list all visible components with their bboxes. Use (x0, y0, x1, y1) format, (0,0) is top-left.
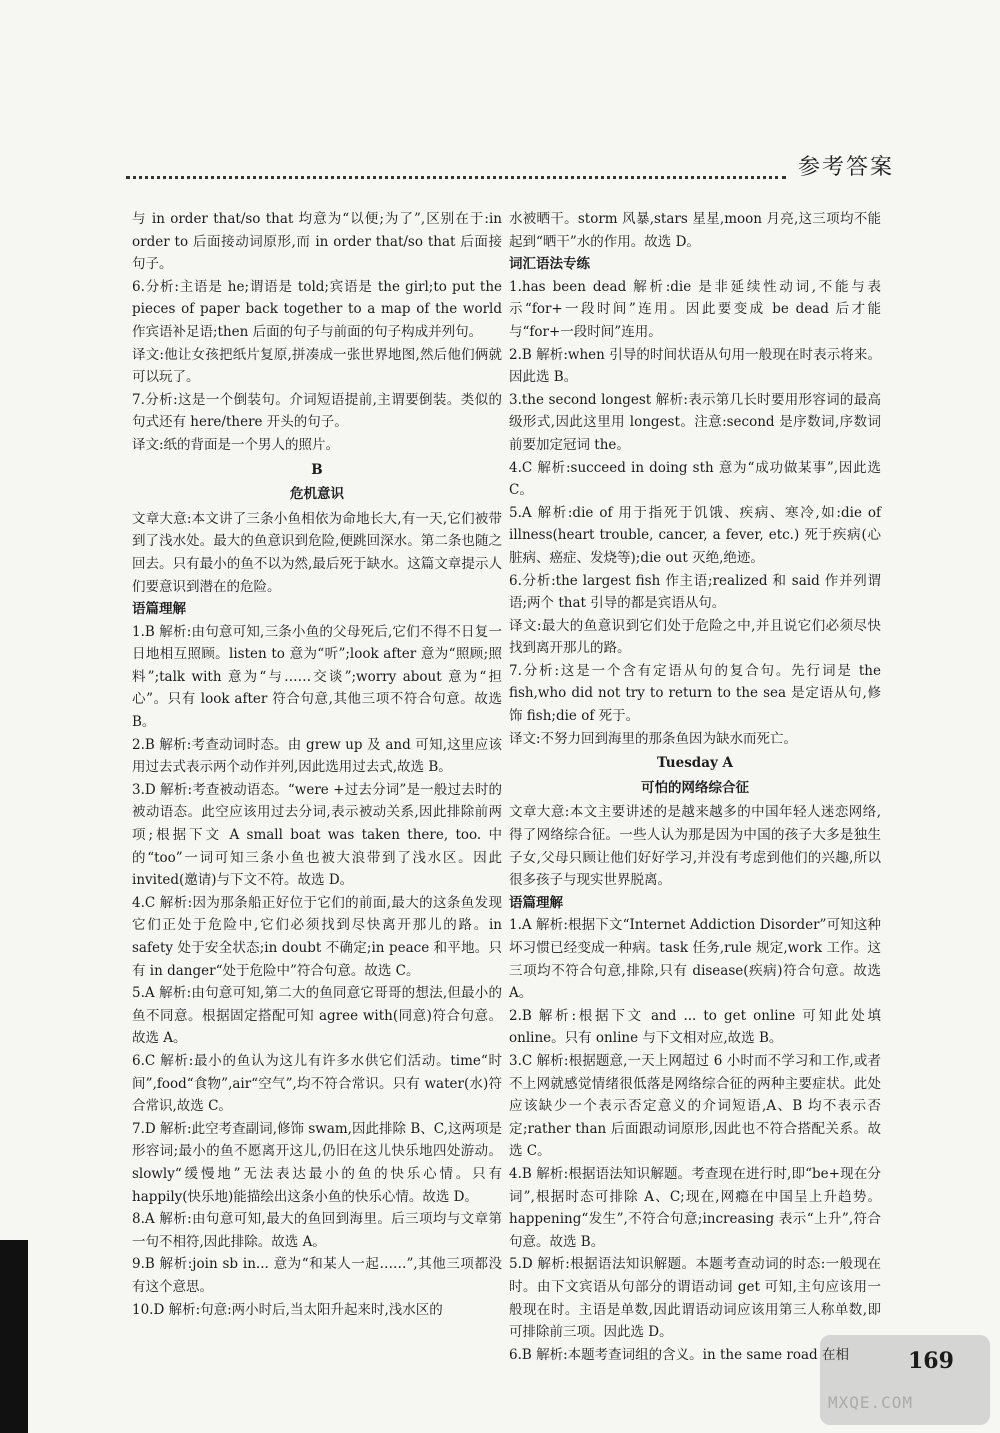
answer-paragraph: 6.分析:the largest fish 作主语;realized 和 said 作并列谓语;两个 that 引导的都是宾语从句。 (509, 572, 881, 612)
left-column (132, 208, 502, 1321)
answer-paragraph: 7.D 解析:此空考查副词,修饰 swam,因此排除 B、C,这两项是形容词;最小的鱼不愿离开这儿,仍旧在这儿快乐地四处游动。slowly“缓慢地”无法表达最小的鱼的快乐心情。只有 happily(快乐地)能描绘出这条小鱼的快乐心情。故选 D。 (132, 1120, 502, 1205)
answer-paragraph: 3.D 解析:考查被动语态。“were +过去分词”是一般过去时的被动语态。此空应该用过去分词,表示被动关系,因此排除前两项;根据下文 A small boat was taken there, too. 中的“too”一词可知三条小鱼也被大浪带到了浅水区。因此 invited(邀请)与下文不符。故选 D。 (132, 781, 502, 889)
page-header-title: 参考答案 (798, 155, 895, 180)
answer-paragraph: 4.C 解析:succeed in doing sth 意为“成功做某事”,因此选 C。 (509, 459, 881, 499)
scan-edge-shadow (0, 1240, 28, 1433)
answer-paragraph: 5.A 解析:由句意可知,第二大的鱼同意它哥哥的想法,但最小的鱼不同意。根据固定搭配可知 agree with(同意)符合句意。故选 A。 (132, 985, 502, 1047)
answer-paragraph: 5.A 解析:die of 用于指死于饥饿、疾病、寒冷,如:die of illness(heart trouble, cancer, a fever, etc.) 死于疾病(心脏病、癌症、发烧等);die out 灭绝,绝迹。 (509, 504, 881, 566)
answer-paragraph: 10.D 解析:句意:两小时后,当太阳升起来时,浅水区的 (132, 1301, 443, 1318)
answer-paragraph: 1.has been dead 解析:die 是非延续性动词,不能与表示“for+一段时间”连用。因此要变成 be dead 后才能与“for+一段时间”连用。 (509, 278, 881, 340)
answer-paragraph: 译文:纸的背面是一个男人的照片。 (132, 436, 340, 453)
answer-paragraph: 文章大意:本文主要讲述的是越来越多的中国年轻人迷恋网络,得了网络综合征。一些人认为那是因为中国的孩子大多是独生子女,父母只顾让他们好好学习,并没有考虑到他们的兴趣,所以很多孩子与现实世界脱离。 (509, 804, 881, 889)
right-column (509, 208, 881, 1366)
answer-paragraph: 7.分析:这是一个倒装句。介词短语提前,主谓要倒装。类似的句式还有 here/there 开头的句子。 (132, 391, 502, 431)
answer-paragraph: 4.B 解析:根据语法知识解题。考查现在进行时,即“be+现在分词”,根据时态可排除 A、C;现在,网瘾在中国呈上升趋势。happening“发生”,不符合句意;increasing 表示“上升”,符合句意。故选 B。 (509, 1165, 881, 1250)
answer-paragraph: 7.分析:这是一个含有定语从句的复合句。先行词是 the fish,who did not try to return to the sea 是定语从句,修饰 fish;die of 死于。 (509, 662, 881, 725)
subsection-heading: 词汇语法专练 (509, 256, 590, 273)
answer-paragraph: 8.A 解析:由句意可知,最大的鱼回到海里。后三项均与文章第一句不相符,因此排除。故选 A。 (132, 1211, 502, 1250)
watermark-text: MXQE.COM (828, 1393, 914, 1412)
answer-paragraph: 6.分析:主语是 he;谓语是 told;宾语是 the girl;to put the pieces of paper back together to a map of the world 作宾语补足语;then 后面的句子与前面的句子构成并列句。 (132, 278, 502, 340)
subsection-heading: 语篇理解 (132, 601, 186, 618)
answer-paragraph: 译文:不努力回到海里的那条鱼因为缺水而死亡。 (509, 730, 798, 747)
answer-paragraph: 2.B 解析:根据下文 and ... to get online 可知此处填 online。只有 online 与下文相对应,故选 B。 (509, 1007, 881, 1047)
answer-paragraph: 2.B 解析:考查动词时态。由 grew up 及 and 可知,这里应该用过去式表示两个动作并列,因此选用过去式,故选 B。 (132, 736, 502, 776)
answer-paragraph: 与 in order that/so that 均意为“以便;为了”,区别在于:in order to 后面接动词原形,而 in order that/so that 后面接句子。 (132, 211, 502, 273)
header-dotted-rule (126, 166, 786, 179)
subsection-heading: 语篇理解 (509, 894, 563, 911)
answer-paragraph: 水被晒干。storm 风暴,stars 星星,moon 月亮,这三项均不能起到“晒干”水的作用。故选 D。 (509, 211, 881, 250)
answer-paragraph: 5.D 解析:根据语法知识解题。本题考查动词的时态:一般现在时。由下文宾语从句部分的谓语动词 get 可知,主句应该用一般现在时。主语是单数,因此谓语动词应该用第三人称单数,即可排除前三项。因此选 D。 (509, 1256, 881, 1341)
section-heading: Tuesday A (656, 755, 734, 772)
answer-paragraph: 译文:他让女孩把纸片复原,拼凑成一张世界地图,然后他们俩就可以玩了。 (132, 346, 502, 386)
answer-paragraph: 译文:最大的鱼意识到它们处于危险之中,并且说它们必须尽快找到离开那儿的路。 (509, 617, 881, 657)
section-heading: 可怕的网络综合征 (641, 779, 749, 796)
answer-paragraph: 1.B 解析:由句意可知,三条小鱼的父母死后,它们不得不日复一日地相互照顾。listen to 意为“听”;look after 意为“照顾;照料”;talk with 意为“与……交谈”;worry about 意为“担心”。只有 look after 符合句意,其他三项不符合句意。故选 B。 (132, 623, 502, 731)
page-number: 169 (908, 1348, 954, 1374)
answer-paragraph: 9.B 解析:join sb in... 意为“和某人一起……”,其他三项都没有这个意思。 (132, 1256, 502, 1295)
answer-paragraph: 6.C 解析:最小的鱼认为这儿有许多水供它们活动。time“时间”,food“食物”,air“空气”,均不符合常识。只有 water(水)符合常识,故选 C。 (132, 1052, 502, 1115)
answer-paragraph: 6.B 解析:本题考查词组的含义。in the same road 在相 (509, 1346, 849, 1363)
section-heading: B (311, 461, 323, 478)
answer-paragraph: 3.C 解析:根据题意,一天上网超过 6 小时而不学习和工作,或者不上网就感觉情绪很低落是网络综合征的两种主要症状。此处应该缺少一个表示否定意义的介词短语,A、B 均不表示否定;rather than 后面跟动词原形,因此也不符合搭配关系。故选 C。 (509, 1052, 881, 1160)
answer-paragraph: 2.B 解析:when 引导的时间状语从句用一般现在时表示将来。因此选 B。 (509, 346, 881, 386)
answer-paragraph: 3.the second longest 解析:表示第几长时要用形容词的最高级形式,因此这里用 longest。注意:second 是序数词,序数词前要加定冠词 the。 (509, 391, 881, 453)
section-heading: 危机意识 (290, 486, 344, 503)
answer-paragraph: 文章大意:本文讲了三条小鱼相依为命地长大,有一天,它们被带到了浅水处。最大的鱼意识到危险,便跳回深水。第二条也随之回去。只有最小的鱼不以为然,最后死于缺水。这篇文章提示人们要意识到潜在的危险。 (132, 510, 502, 595)
answer-paragraph: 4.C 解析:因为那条船正好位于它们的前面,最大的这条鱼发现它们正处于危险中,它们必须找到尽快离开那儿的路。in safety 处于安全状态;in doubt 不确定;in peace 和平地。只有 in danger“处于危险中”符合句意。故选 C。 (132, 894, 502, 979)
answer-paragraph: 1.A 解析:根据下文“Internet Addiction Disorder”可知这种坏习惯已经变成一种病。task 任务,rule 规定,work 工作。这三项均不符合句意,排除,只有 disease(疾病)符合句意。故选 A。 (509, 917, 881, 1002)
